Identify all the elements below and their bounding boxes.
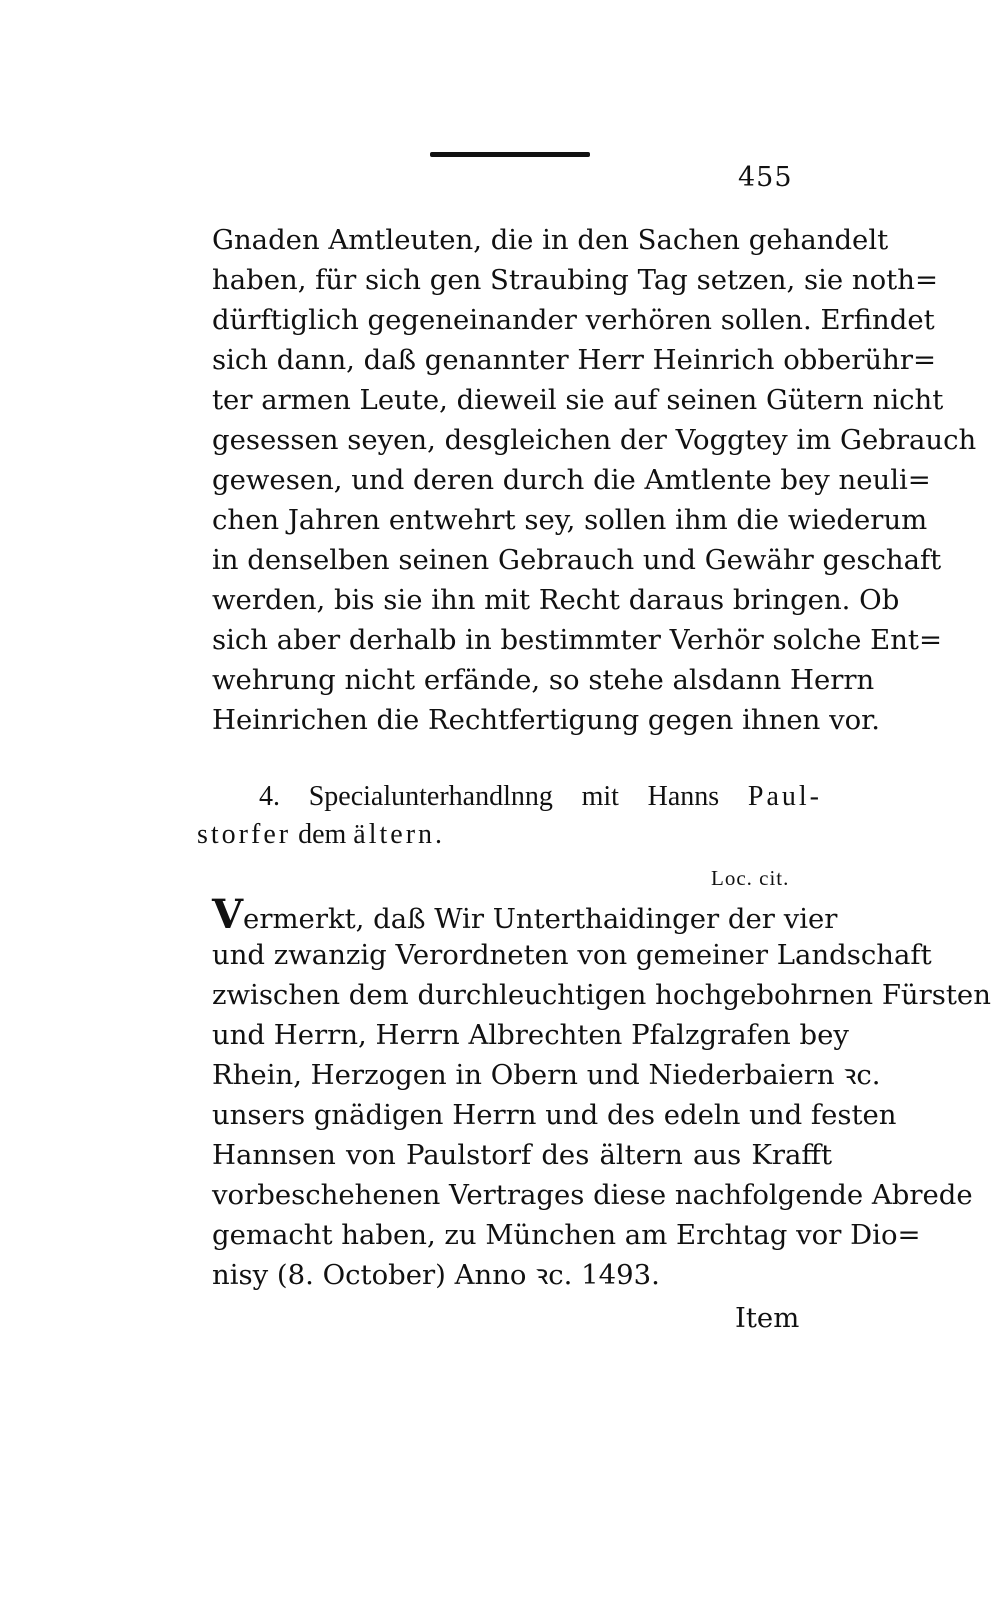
text-line-rest: ermerkt, daß Wir Unterthaidinger der vier <box>243 903 838 935</box>
text-line: Rhein, Herzogen in Obern und Niederbaiern ꝛc. <box>212 1059 881 1091</box>
text-line: chen Jahren entwehrt sey, sollen ihm die wiederum <box>212 504 928 536</box>
source-reference: Loc. cit. <box>711 866 790 890</box>
heading-text: ältern. <box>353 819 446 850</box>
text-line: Hannsen von Paulstorf des ältern aus Krafft <box>212 1139 832 1171</box>
text-line: wehrung nicht erfände, so stehe alsdann Herrn <box>212 664 875 696</box>
text-line: sich aber derhalb in bestimmter Verhör solche Ent= <box>212 624 943 656</box>
drop-cap: V <box>212 891 244 938</box>
section-heading <box>197 778 822 854</box>
text-line-first <box>212 891 838 938</box>
heading-name-part: Paul- <box>747 781 822 812</box>
text-line: dürftiglich gegeneinander verhören sollen. Erfindet <box>212 304 935 336</box>
text-line: gemacht haben, zu München am Erchtag vor Dio= <box>212 1219 921 1251</box>
paragraph-2 <box>212 891 991 1295</box>
header-rule <box>430 152 590 157</box>
text-line: gewesen, und deren durch die Amtlente bey neuli= <box>212 464 931 496</box>
text-line: Gnaden Amtleuten, die in den Sachen gehandelt <box>212 224 889 256</box>
text-line: in denselben seinen Gebrauch und Gewähr geschaft <box>212 544 942 576</box>
heading-name-part: storfer <box>197 819 292 850</box>
text-line: vorbeschehenen Vertrages diese nachfolgende Abrede <box>212 1179 973 1211</box>
text-line: werden, bis sie ihn mit Recht daraus bringen. Ob <box>212 584 900 616</box>
text-line: haben, für sich gen Straubing Tag setzen, sie noth= <box>212 264 938 296</box>
text-line: nisy (8. October) Anno ꝛc. 1493. <box>212 1259 660 1291</box>
text-line: unsers gnädigen Herrn und des edeln und festen <box>212 1099 897 1131</box>
text-line: ter armen Leute, dieweil sie auf seinen Gütern nicht <box>212 384 944 416</box>
heading-line-2 <box>197 816 822 854</box>
catchword: Item <box>735 1302 800 1334</box>
paragraph-1 <box>212 220 977 740</box>
text-line: und Herrn, Herrn Albrechten Pfalzgrafen bey <box>212 1019 849 1051</box>
text-line: sich dann, daß genannter Herr Heinrich obberühr= <box>212 344 937 376</box>
heading-text: dem <box>298 819 347 850</box>
text-line: und zwanzig Verordneten von gemeiner Landschaft <box>212 939 932 971</box>
heading-line-1 <box>197 778 822 816</box>
text-line: Heinrichen die Rechtfertigung gegen ihnen vor. <box>212 704 881 736</box>
text-line: gesessen seyen, desgleichen der Voggtey im Gebrauch <box>212 424 977 456</box>
text-line: zwischen dem durchleuchtigen hochgebohrnen Fürsten <box>212 979 991 1011</box>
heading-text: 4. Specialunterhandlnng mit Hanns <box>259 781 720 812</box>
page-number: 455 <box>738 162 793 193</box>
